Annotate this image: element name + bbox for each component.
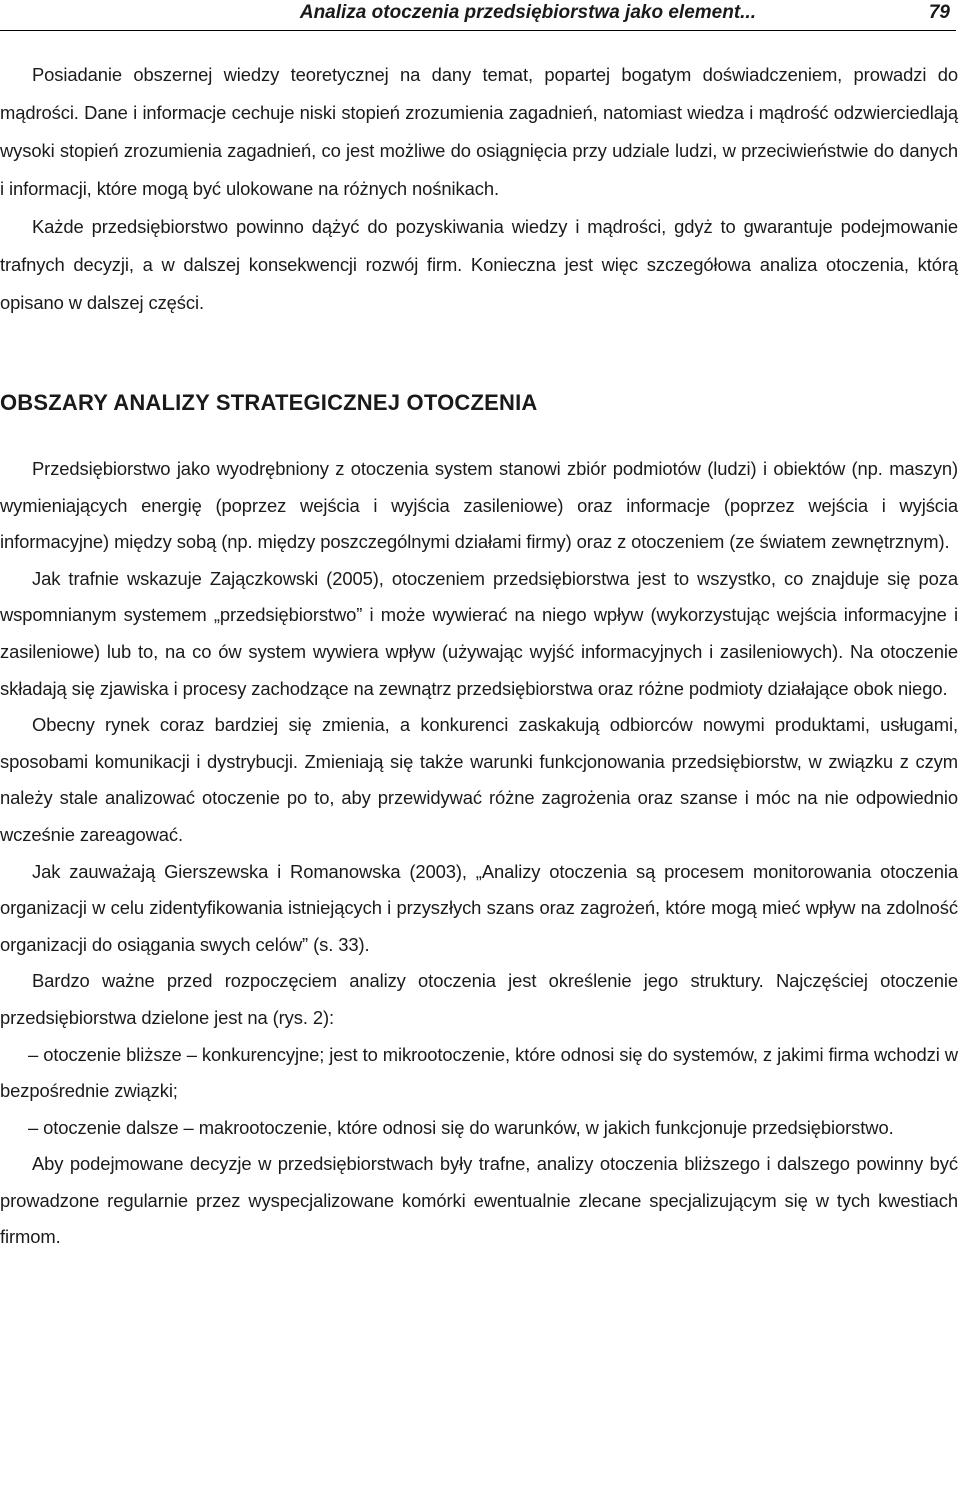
paragraph: Obecny rynek coraz bardziej się zmienia, a konkurenci zaskakują odbiorców nowymi produktami, usługami, sposobami komunikacji i dystrybucji. Zmieniają się także warunki funkcjonowania przedsiębiorstw, w związku z czym należy stale analizować otoczenie po to, aby przewidywać różne zagrożenia oraz szanse i móc na nie odpowiednio wcześnie zareagować. — [0, 714, 958, 845]
running-title: Analiza otoczenia przedsiębiorstwa jako element... — [299, 2, 756, 23]
paragraph: Jak zauważają Gierszewska i Romanowska (2003), „Analizy otoczenia są procesem monitorowania otoczenia organizacji w celu zidentyfikowania istniejących i przyszłych szans oraz zagrożeń, które mogą mieć wpływ na zdolność organizacji do osiągania swych celów” (s. 33). — [0, 860, 958, 955]
paragraph: Przedsiębiorstwo jako wyodrębniony z otoczenia system stanowi zbiór podmiotów (ludzi) i obiektów (np. maszyn) wymieniających energię (poprzez wejścia i wyjścia zasileniowe) oraz informacje (poprzez wejścia i wyjścia informacyjne) między sobą (np. między poszczególnymi działami firmy) oraz z otoczeniem (ze światem zewnętrznym). — [0, 458, 958, 553]
paragraph: Jak trafnie wskazuje Zajączkowski (2005), otoczeniem przedsiębiorstwa jest to wszystko, co znajduje się poza wspomnianym systemem „przedsiębiorstwo” i może wywierać na niego wpływ (wykorzystując wejścia informacyjne i zasileniowe) lub to, na co ów system wywiera wpływ (używając wyjść informacyjnych i zasileniowych). Na otoczenie składają się zjawiska i procesy zachodzące na zewnątrz przedsiębiorstwa oraz różne podmioty działające obok niego. — [0, 567, 958, 699]
intro-text — [0, 56, 958, 322]
paragraph: Każde przedsiębiorstwo powinno dążyć do pozyskiwania wiedzy i mądrości, gdyż to gwarantuje podejmowanie trafnych decyzji, a w dalszej konsekwencji rozwój firm. Konieczna jest więc szczegółowa analiza otoczenia, którą opisano w dalszej części. — [0, 216, 958, 313]
list-item-text: otoczenie bliższe – konkurencyjne; jest to mikrootoczenie, które odnosi się do systemów, z jakimi firma wchodzi w bezpośrednie związki; — [0, 1043, 958, 1102]
list-item-text: otoczenie dalsze – makrootoczenie, które odnosi się do warunków, w jakich funkcjonuje przedsiębiorstwo. — [43, 1116, 894, 1138]
dash-marker: – — [28, 1043, 39, 1065]
paragraph: Aby podejmowane decyzje w przedsiębiorstwach były trafne, analizy otoczenia bliższego i dalszego powinny być prowadzone regularnie przez wyspecjalizowane komórki ewentualnie zlecane specjalizującym się w tych kwestiach firmom. — [0, 1153, 958, 1248]
section-body — [0, 451, 958, 1256]
paragraph: Posiadanie obszernej wiedzy teoretycznej na dany temat, popartej bogatym doświadczeniem, prowadzi do mądrości. Dane i informacje cechuje niski stopień zrozumienia zagadnień, natomiast wiedza i mądrość odzwierciedlają wysoki stopień zrozumienia zagadnień, co jest możliwe do osiągnięcia przy udziale ludzi, w przeciwieństwie do danych i informacji, które mogą być ulokowane na różnych nośnikach. — [0, 64, 958, 199]
dash-marker: – — [28, 1116, 39, 1138]
list-item — [0, 1037, 958, 1110]
running-header — [0, 0, 956, 31]
paragraph: Bardzo ważne przed rozpoczęciem analizy otoczenia jest określenie jego struktury. Najczęściej otoczenie przedsiębiorstwa dzielone jest na (rys. 2): — [0, 970, 958, 1028]
list-item — [0, 1110, 958, 1147]
page-number: 79 — [928, 2, 950, 23]
section-heading: OBSZARY ANALIZY STRATEGICZNEJ OTOCZENIA — [0, 390, 538, 415]
